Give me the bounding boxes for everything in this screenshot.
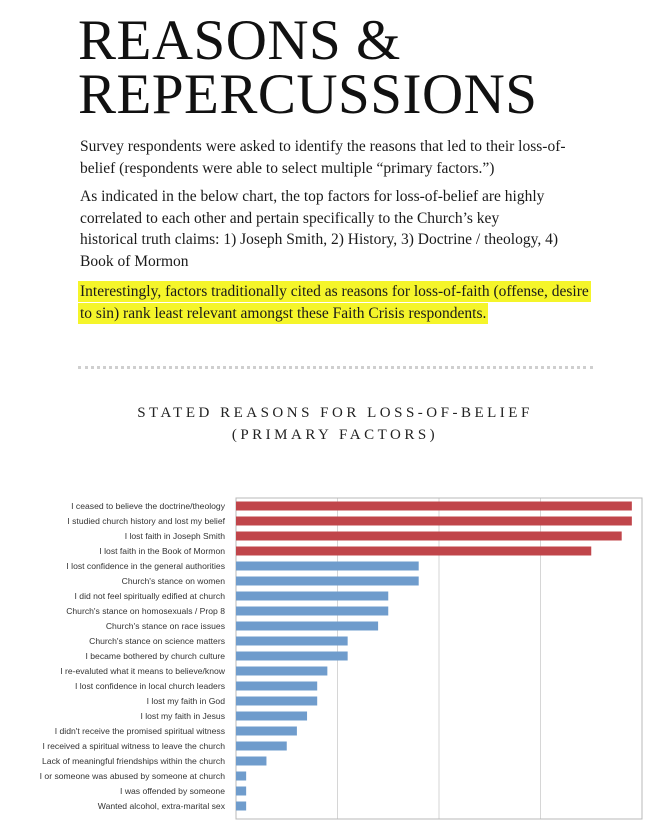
highlighted-text: Interestingly, factors traditionally cited as reasons for loss-of-faith (offense, desire to sin) rank least relevant amongst these Faith Crisis respondents. — [80, 283, 589, 322]
chart-bar — [236, 727, 297, 736]
chart-bar — [236, 652, 348, 661]
category-label: I lost faith in Joseph Smith — [124, 531, 225, 541]
category-label: I lost my faith in God — [146, 696, 225, 706]
chart-bar — [236, 802, 246, 811]
category-label: I or someone was abused by someone at church — [39, 771, 225, 781]
chart-title-line-2: (PRIMARY FACTORS) — [231, 427, 439, 443]
chart-bar — [236, 502, 632, 511]
title-line-1: REASONS & — [78, 9, 401, 72]
chart-bar — [236, 622, 378, 631]
chart-bar — [236, 517, 632, 526]
category-label: Church's stance on homosexuals / Prop 8 — [66, 606, 225, 616]
chart-title-line-1: STATED REASONS FOR LOSS-OF-BELIEF — [137, 405, 533, 421]
category-label: I lost confidence in local church leaders — [75, 681, 225, 691]
category-label: Wanted alcohol, extra-marital sex — [97, 801, 225, 811]
category-label: I received a spiritual witness to leave the church — [42, 741, 225, 751]
intro-paragraph-3 — [80, 281, 600, 324]
chart-bar — [236, 592, 388, 601]
chart-bar — [236, 547, 591, 556]
chart-title — [0, 402, 670, 446]
page-title — [78, 9, 538, 126]
chart-bar — [236, 757, 266, 766]
category-label: Church's stance on race issues — [105, 621, 225, 631]
chart-bar — [236, 667, 327, 676]
category-label: I ceased to believe the doctrine/theology — [71, 501, 225, 511]
chart-bar — [236, 697, 317, 706]
category-label: I lost my faith in Jesus — [140, 711, 225, 721]
category-label: I lost confidence in the general authorities — [66, 561, 225, 571]
category-label: Church's stance on women — [121, 576, 225, 586]
category-label: Lack of meaningful friendships within the church — [42, 756, 225, 766]
chart-bar — [236, 532, 622, 541]
chart-bar — [236, 742, 287, 751]
category-label: Church's stance on science matters — [89, 636, 225, 646]
chart-bar — [236, 712, 307, 721]
intro-paragraph-1: Survey respondents were asked to identify the reasons that led to their loss-of-belief (respondents were able to select multiple “primary factors.”) — [80, 138, 566, 177]
chart-bar — [236, 787, 246, 796]
bar-chart — [0, 490, 670, 820]
chart-bar — [236, 772, 246, 781]
category-label: I did not feel spiritually edified at church — [74, 591, 225, 601]
category-label: I studied church history and lost my belief — [67, 516, 225, 526]
chart-bar — [236, 637, 348, 646]
dotted-divider — [78, 366, 593, 369]
chart-bar — [236, 682, 317, 691]
category-label: I re-evaluted what it means to believe/know — [60, 666, 225, 676]
category-label: I became bothered by church culture — [85, 651, 225, 661]
category-label: I lost faith in the Book of Mormon — [99, 546, 225, 556]
category-label: I didn't receive the promised spiritual witness — [54, 726, 225, 736]
chart-bar — [236, 577, 419, 586]
intro-paragraph-2: As indicated in the below chart, the top factors for loss-of-belief are highly correlated to each other and pertain specifically to the Church’s key historical truth claims: 1) Joseph Smith, 2) History, 3) Doctrine / theology, 4) Book of Mormon — [80, 188, 558, 270]
chart-bar — [236, 562, 419, 571]
title-line-2: REPERCUSSIONS — [78, 63, 538, 126]
chart-bar — [236, 607, 388, 616]
category-label: I was offended by someone — [120, 786, 225, 796]
